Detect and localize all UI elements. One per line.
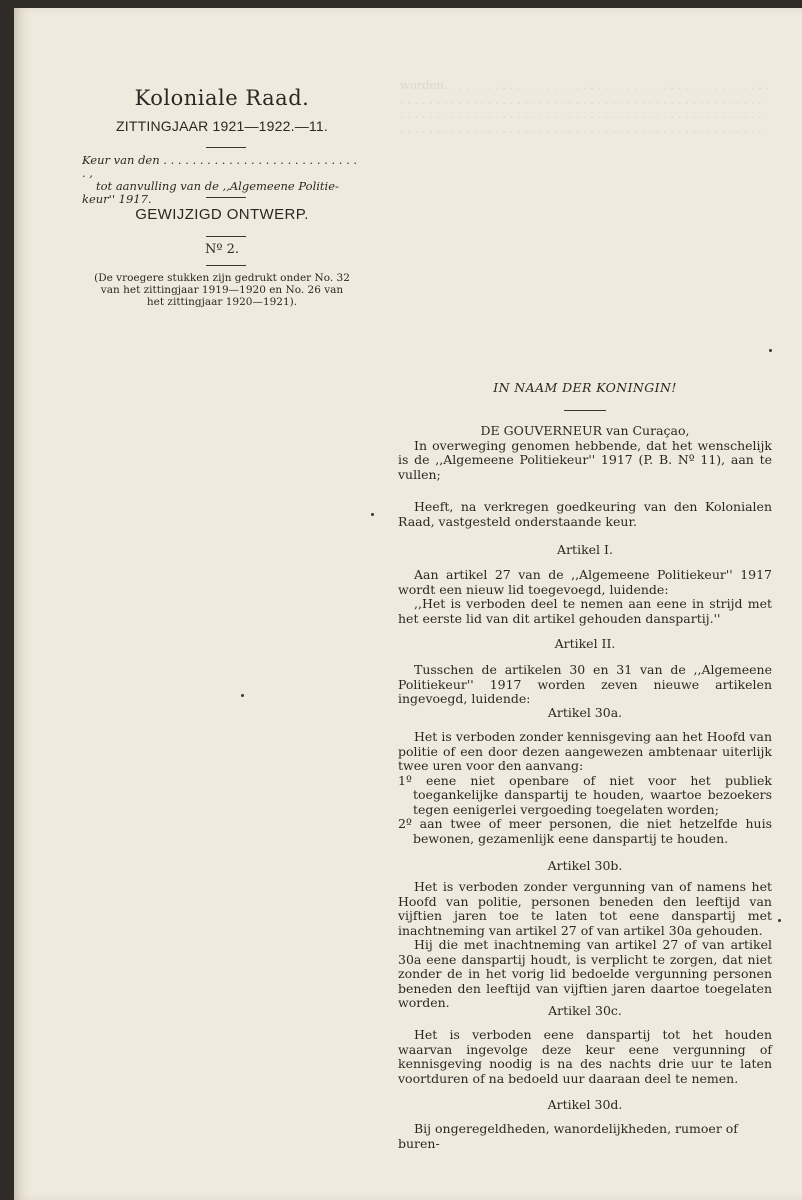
approval-paragraph: Heeft, na verkregen goedkeuring van den Kolonialen Raad, vastgesteld onderstaande keur.	[398, 499, 772, 529]
previous-documents-note	[82, 272, 362, 308]
article-30a-item: 2º aan twee of meer personen, die niet hetzelfde huis bewonen, gezamenlijk eene danspartij te houden.	[398, 816, 772, 846]
session-year: ZITTINGJAAR 1921—1922.—11.	[116, 118, 328, 134]
print-speck	[778, 919, 781, 922]
document-page	[14, 8, 802, 1200]
article-30a-item: 1º eene niet openbare of niet voor het publiek toegankelijke danspartij te houden, waartoe bezoekers tegen eenigerlei vergoeding toegelaten worden;	[398, 772, 772, 817]
article-heading: Artikel II.	[554, 636, 616, 651]
divider	[206, 265, 246, 266]
article-30b	[398, 880, 772, 1011]
preamble	[398, 424, 772, 482]
article-heading: Artikel 30c.	[548, 1003, 622, 1018]
governor-line: DE GOUVERNEUR van Curaçao,	[480, 423, 690, 438]
article-30d-line: Bij ongeregeldheden, wanordelijkheden, rumoer of buren-	[398, 1121, 738, 1151]
article-heading: Artikel 30a.	[547, 705, 623, 720]
divider	[206, 197, 246, 198]
divider	[206, 236, 246, 237]
article-30c-text: Het is verboden eene danspartij tot het houden waarvan ingevolge deze keur eene vergunning of kennisgeving noodig is na des nachts drie uur te laten voortduren of na bedoeld uur daaraan deel te nemen.	[398, 1027, 772, 1086]
article-1	[398, 568, 772, 626]
print-speck	[241, 694, 244, 697]
article-heading: Artikel I.	[557, 542, 613, 557]
print-speck	[371, 513, 374, 516]
article-30b-text-2: Hij die met inachtneming van artikel 27 of van artikel 30a eene danspartij houdt, is verplicht te zorgen, dat niet zonder de in het vorig lid bedoelde vergunning personen beneden den leeftijd van vijftien jaren daartoe toegelaten worden.	[398, 937, 772, 1010]
article-1-text: Aan artikel 27 van de ,,Algemeene Politiekeur'' 1917 wordt een nieuw lid toegevoegd, luidende:	[398, 567, 772, 597]
article-2-text: Tusschen de artikelen 30 en 31 van de ,,Algemeene Politiekeur'' 1917 worden zeven nieuwe artikelen ingevoegd, luidende:	[398, 662, 772, 706]
article-30b-text-1: Het is verboden zonder vergunning van of namens het Hoofd van politie, personen beneden den leeftijd van vijftien jaren toe te laten tot eene danspartij met inachtneming van artikel 27 of van artikel 30a gehouden.	[398, 879, 772, 938]
keur-line-1: Keur van den . . . . . . . . . . . . . . . . . . . . . . . . . . . . ,	[82, 153, 358, 180]
divider	[206, 147, 246, 148]
note-line: het zittingjaar 1920—1921).	[146, 296, 298, 308]
article-30a	[398, 730, 772, 846]
note-line: van het zittingjaar 1919—1920 en No. 26 van	[100, 284, 344, 296]
print-speck	[769, 349, 772, 352]
keur-line-3: keur'' 1917.	[82, 192, 152, 206]
council-title: Koloniale Raad.	[134, 86, 310, 110]
keur-title	[82, 154, 362, 206]
bleed-through-texture: worden. . . . . . . . . . . . . . . . . . . . . . . . . . . . . . . . . . . . . . . . . . . . . . . . . . . . . . . . . . . . . . . . . . . . . . . . . . . . . . . . . . . . . . . . . . . . . . . . . . . . . . . . . . . . . . . . . . . . . . . . . . . . . . . . . . . . . . . . . . . . . . . . . . . . . . . . . . . . . . . . . . . . . . . . . . . . . . . . . . . . . . . . . . . . . . . . . . .	[400, 78, 770, 136]
article-1-quote: ,,Het is verboden deel te nemen aan eene in strijd met het eerste lid van dit artikel gehouden danspartij.''	[398, 596, 772, 626]
draft-heading: GEWIJZIGD ONTWERP.	[135, 206, 309, 223]
article-30d-text	[398, 1122, 772, 1151]
article-30a-text: Het is verboden zonder kennisgeving aan het Hoofd van politie of een door dezen aangewezen ambtenaar uiterlijk twee uren voor den aanvang:	[398, 729, 772, 773]
keur-line-2: tot aanvulling van de ,,Algemeene Politie-	[96, 179, 339, 193]
divider	[564, 410, 606, 411]
document-number: Nº 2.	[204, 242, 240, 257]
note-line: (De vroegere stukken zijn gedrukt onder No. 32	[94, 272, 350, 284]
considering-paragraph: In overweging genomen hebbende, dat het wenschelijk is de ,,Algemeene Politiekeur'' 1917 (P. B. Nº 11), aan te vullen;	[398, 437, 772, 482]
invocation: IN NAAM DER KONINGIN!	[493, 380, 677, 395]
article-heading: Artikel 30b.	[547, 858, 623, 873]
article-heading: Artikel 30d.	[547, 1097, 623, 1112]
